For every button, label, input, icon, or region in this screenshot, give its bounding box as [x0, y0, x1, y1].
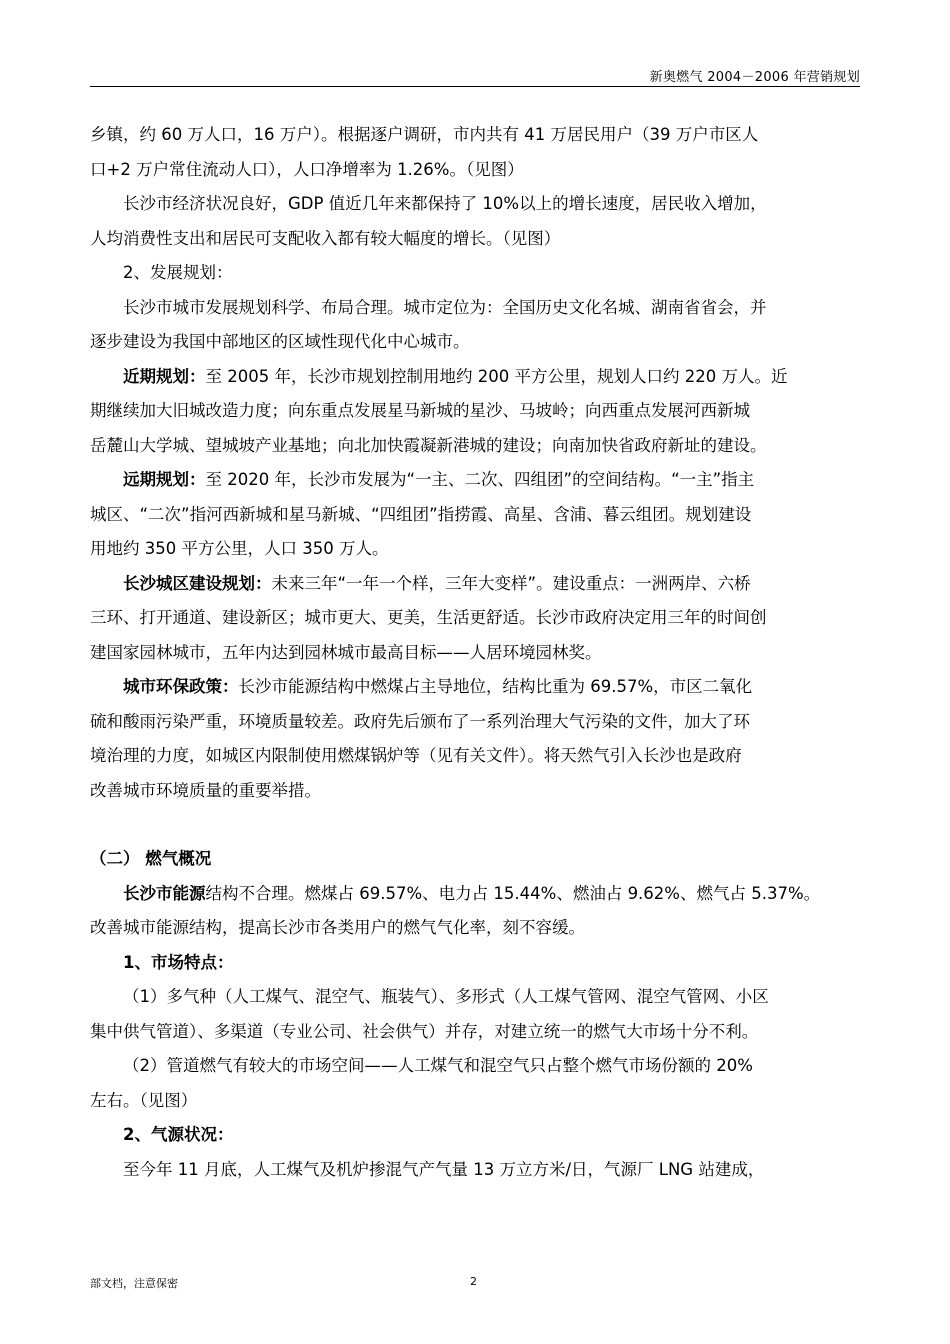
- bold-term: 长沙城区建设规划：: [123, 573, 272, 593]
- bold-term: 近期规划：: [123, 366, 206, 386]
- bold-term: 城市环保政策：: [123, 677, 239, 696]
- line-text: 至 2020 年，长沙市发展为“一主、二次、四组团”的空间结构。“一主”指主: [205, 470, 755, 489]
- body-line: 至今年 11 月底，人工煤气及机炉掺混气产气量 13 万立方米/日，气源厂 LNG 站建成，: [123, 1159, 765, 1179]
- body-line: 集中供气管道）、多渠道（专业公司、社会供气）并存，对建立统一的燃气大市场十分不利。: [90, 1021, 759, 1041]
- subsection-heading: 2、气源状况：: [123, 1125, 234, 1144]
- body-line: （1）多气种（人工煤气、混空气、瓶装气）、多形式（人工煤气管网、混空气管网、小区: [123, 987, 769, 1006]
- body-line: [90, 463, 862, 498]
- paragraph-gap: [90, 808, 862, 842]
- body-line: 境治理的力度，如城区内限制使用燃煤锅炉等（见有关文件）。将天然气引入长沙也是政府: [90, 746, 742, 765]
- body-line: [90, 567, 862, 602]
- line-text: 长沙市能源结构中燃煤占主导地位，结构比重为 69.57%，市区二氧化: [238, 677, 753, 696]
- body-line: 逐步建设为我国中部地区的区域性现代化中心城市。: [90, 332, 470, 351]
- line-text: 未来三年“一年一个样，三年大变样”。建设重点：一洲两岸、六桥: [271, 573, 751, 593]
- page-number: 2: [470, 1275, 477, 1288]
- body-line: [90, 670, 862, 705]
- body-line: 口+2 万户常住流动人口），人口净增率为 1.26%。（见图）: [90, 159, 524, 179]
- section-title: （二） 燃气概况: [90, 849, 212, 868]
- bold-term: 长沙市能源: [123, 883, 206, 903]
- subsection-heading: 1、市场特点：: [123, 952, 234, 972]
- section-heading: 2、发展规划：: [123, 263, 233, 282]
- body-line: 长沙市城市发展规划科学、布局合理。城市定位为：全国历史文化名城、湖南省省会，并: [123, 297, 767, 317]
- document-body: [90, 118, 862, 1187]
- body-line: [90, 360, 862, 395]
- body-line: 乡镇，约 60 万人口，16 万户）。根据逐户调研，市内共有 41 万居民用户（39 万户市区人: [90, 125, 759, 144]
- body-line: 改善城市能源结构，提高长沙市各类用户的燃气气化率，刻不容缓。: [90, 918, 585, 937]
- line-text: 至 2005 年，长沙市规划控制用地约 200 平方公里，规划人口约 220 万人。近: [205, 366, 788, 386]
- body-line: （2）管道燃气有较大的市场空间——人工煤气和混空气只占整个燃气市场份额的 20%: [123, 1056, 753, 1075]
- footer-confidential: 部文档，注意保密: [90, 1277, 178, 1290]
- body-line: 改善城市环境质量的重要举措。: [90, 780, 321, 800]
- body-line: 硫和酸雨污染严重，环境质量较差。政府先后颁布了一系列治理大气污染的文件，加大了环: [90, 711, 750, 731]
- header-title: 新奥燃气 2004－2006 年营销规划: [649, 70, 860, 85]
- line-text: 结构不合理。燃煤占 69.57%、电力占 15.44%、燃油占 9.62%、燃气占 5.37%。: [205, 883, 821, 903]
- bold-term: 远期规划：: [123, 470, 206, 489]
- body-line: 期继续加大旧城改造力度；向东重点发展星马新城的星沙、马坡岭；向西重点发展河西新城: [90, 401, 750, 420]
- body-line: [90, 877, 862, 912]
- body-line: 用地约 350 平方公里，人口 350 万人。: [90, 539, 389, 558]
- body-line: 建国家园林城市，五年内达到园林城市最高目标——人居环境园林奖。: [90, 642, 602, 662]
- body-line: 左右。（见图）: [90, 1090, 198, 1110]
- body-line: 城区、“二次”指河西新城和星马新城、“四组团”指捞霞、高星、含浦、暮云组团。规划建设: [90, 504, 752, 524]
- body-line: 岳麓山大学城、望城坡产业基地；向北加快霞凝新港城的建设；向南加快省政府新址的建设。: [90, 435, 767, 455]
- page-header: [90, 62, 860, 87]
- body-line: 人均消费性支出和居民可支配收入都有较大幅度的增长。（见图）: [90, 228, 561, 248]
- body-line: 三环、打开通道、建设新区；城市更大、更美，生活更舒适。长沙市政府决定用三年的时间创: [90, 608, 767, 627]
- body-line: 长沙市经济状况良好，GDP 值近几年来都保持了 10%以上的增长速度，居民收入增加，: [123, 194, 767, 213]
